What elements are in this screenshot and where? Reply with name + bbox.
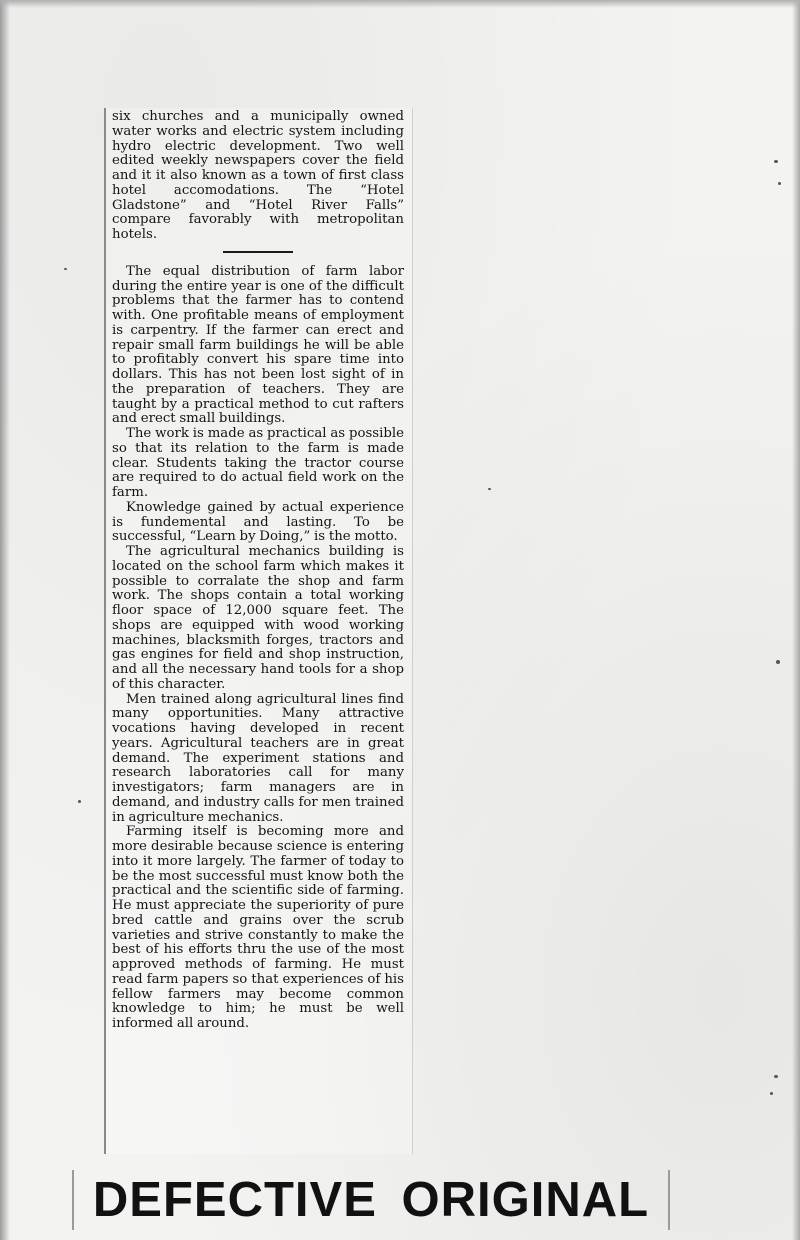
scan-speck <box>776 660 780 664</box>
scan-speck <box>774 160 778 163</box>
paragraph-practical-work: The work is made as practical as possible so that its relation to the farm is made clear. Students taking the tractor course are required to do actual field work on the farm. <box>112 426 404 500</box>
paragraph-mechanics-building: The agricultural mechanics building is located on the school farm which makes it possible to corralate the shop and farm work. The shops contain a total working floor space of 12,000 square feet. The shops are equipped with wood working machines, blacksmith forges, tractors and gas engines for field and shop instruction, and all the necessary hand tools for a shop of this character. <box>112 544 404 692</box>
paragraph-opportunities: Men trained along agricultural lines find many opportunities. Many attractive vocations having developed in recent years. Agricultural teachers are in great demand. The experiment stations and research laboratories call for many investigators; farm managers are in demand, and industry calls for men trained in agriculture mechanics. <box>112 691 404 825</box>
scan-edge-top <box>0 0 800 8</box>
scan-speck <box>78 800 81 803</box>
scan-speck <box>770 1092 773 1095</box>
scan-speck <box>64 268 67 270</box>
section-divider <box>223 251 293 253</box>
scan-speck <box>488 488 491 490</box>
scan-speck <box>774 1075 778 1078</box>
paragraph-farm-labor: The equal distribution of farm labor during the entire year is one of the difficult problems that the farmer has to contend with. One profitable means of employment is carpentry. If the farmer can erect and repair small farm buildings he will be able to profitably convert his spare time into dollars. This has not been lost sight of in the preparation of teachers. They are taught by a practical method to cut rafters and erect small buildings. <box>112 263 404 427</box>
defective-original-stamp <box>72 1170 670 1230</box>
stamp-label: DEFECTIVE ORIGINAL <box>92 1173 650 1227</box>
scan-edge-left <box>0 0 10 1240</box>
scan-edge-right <box>792 0 800 1240</box>
paragraph-farming-science: Farming itself is becoming more and more desirable because science is entering into it more largely. The farmer of today to be the most successful must know both the practical and the scientific side of farming. He must appreciate the superiority of pure bred cattle and grains over the scrub varieties and strive constantly to make the best of his efforts thru the use of the most approved methods of farming. He must read farm papers so that experiences of his fellow farmers may become common knowledge to him; he must be well informed all around. <box>112 824 404 1031</box>
paragraph-town-amenities: six churches and a municipally owned water works and electric system including hydro electric development. Two well edited weekly newspapers cover the field and it it also known as a town of first class hotel accomodations. The “Hotel Gladstone” and “Hotel River Falls” compare favorably with metropolitan hotels. <box>112 109 404 242</box>
scan-speck <box>778 182 781 185</box>
paragraph-learn-by-doing: Knowledge gained by actual experience is fundemental and lasting. To be successful, “Learn by Doing,” is the motto. <box>112 499 404 545</box>
article-column <box>112 110 404 1032</box>
